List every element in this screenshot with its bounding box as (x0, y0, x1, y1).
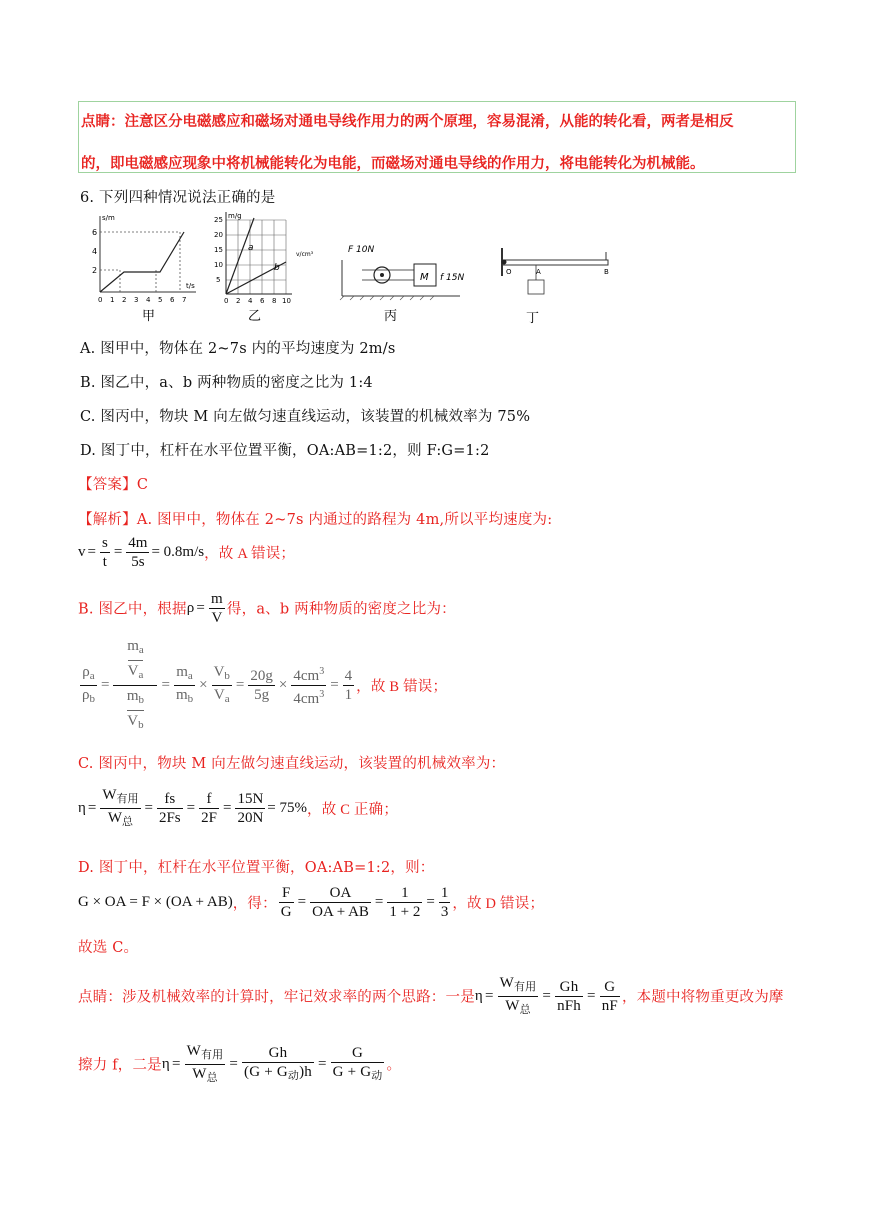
jia-curve (100, 232, 184, 292)
figure-jia (92, 214, 196, 324)
formula-a-verdict: ，故 A 错误； (204, 546, 296, 562)
yi-ytick: 10 (214, 261, 223, 269)
jia-xtick: 1 (110, 296, 115, 304)
tip-line-1: 点睛：注意区分电磁感应和磁场对通电导线作用力的两个原理，容易混淆，从能的转化看，两者是相反 (81, 114, 734, 130)
formula-d: G × OA = F × (OA + AB)，得： $\frac{F}{G}$ = $\frac{OA}{OA + AB}$ = $\frac{1}{1 + 2}$ = $\frac{1}{3}$ ，故 D 错误； (78, 885, 545, 920)
formula-d-verdict: ，故 D 错误； (452, 896, 545, 912)
analysis-a-line (78, 508, 552, 529)
tip-box-top (78, 101, 796, 173)
question-stem: 6. 下列四种情况说法正确的是 (80, 190, 276, 206)
yi-ylabel: m/g (228, 212, 242, 220)
yi-xtick: 10 (282, 297, 291, 305)
yi-xtick: 6 (260, 297, 265, 305)
jia-caption: 甲 (142, 309, 156, 324)
yi-label-b: b (274, 263, 280, 273)
option-c: C. 图丙中，物块 M 向左做匀速直线运动，该装置的机械效率为 75% (80, 409, 531, 425)
yi-xtick: 0 (224, 297, 229, 305)
formula-b-verdict: ，故 B 错误； (356, 679, 448, 695)
analysis-c-text: C. 图丙中，物块 M 向左做匀速直线运动，该装置的机械效率为： (78, 756, 506, 772)
jia-xtick: 7 (182, 296, 187, 304)
yi-ytick: 20 (214, 231, 223, 239)
bing-block-label: M (420, 272, 429, 283)
option-d: D. 图丁中，杠杆在水平位置平衡，OA:AB=1:2，则 F:G=1:2 (80, 443, 490, 459)
tip-bottom-line-1: 点睛：涉及机械效率的计算时，牢记效求率的两个思路：一是η = $\frac{W_{有用}}{W_总}$ = $\frac{Gh}{\text{nFh}}$ = $\frac{G}{nF}$ ，本题中将物重更改为摩 (78, 975, 784, 1016)
ding-lever (502, 260, 608, 265)
tip-bottom-line-2: 擦力 f，二是η = $\frac{W_{有用}}{W_总}$ = $\frac{Gh}{(G + G_动)h}$ = $\frac{G}{G + G_动}$ 。 (78, 1043, 402, 1084)
ding-label-o: O (506, 268, 512, 276)
yi-ytick: 25 (214, 216, 223, 224)
formula-a: v = $\frac{s}{t}$ = $\frac{4m}{5s}$ = 0.8m/s，故 A 错误； (78, 535, 296, 570)
jia-xtick: 3 (134, 296, 139, 304)
jia-ytick: 6 (92, 228, 98, 237)
jia-ylabel: s/m (102, 214, 115, 222)
yi-xtick: 4 (248, 297, 253, 305)
ding-label-b: B (604, 268, 609, 276)
analysis-label: 【解析】 (78, 512, 137, 528)
option-b: B. 图乙中，a、b 两种物质的密度之比为 1:4 (80, 375, 373, 391)
ding-caption: 丁 (526, 311, 540, 326)
jia-xtick: 6 (170, 296, 175, 304)
conclusion: 故选 C。 (78, 940, 139, 956)
analysis-b-line: B. 图乙中，根据ρ = $\frac{m}{V}$ 得，a、b 两种物质的密度之比为： (78, 591, 456, 626)
jia-xtick: 5 (158, 296, 163, 304)
yi-ytick: 5 (216, 276, 221, 284)
bing-caption: 丙 (384, 309, 398, 324)
answer-value: C (136, 477, 149, 493)
yi-xtick: 8 (272, 297, 277, 305)
question-figures (84, 210, 614, 335)
bing-force-f2: f 15N (440, 273, 465, 283)
tip-line-2: 的，即电磁感应现象中将机械能转化为电能，而磁场对通电导线的作用力，将电能转化为机械能。 (81, 156, 705, 172)
figure-bing (340, 245, 464, 324)
jia-ytick: 2 (92, 266, 98, 275)
analysis-d-text: D. 图丁中，杠杆在水平位置平衡，OA:AB=1:2，则： (78, 860, 435, 876)
formula-b: $\frac{\rho_a}{\rho_b}$ = $m_a$ $V_a$ $m_b$ $V_b$ = $\frac{m_a}{m_b}$ × $\frac{V_b}{V_a}$ = $\frac{20g}{5g}$ × $\frac{4cm^3}{4cm^3}$ = $\frac{4}{1}$ ，故 B 错误； (78, 636, 447, 735)
jia-xtick: 0 (98, 296, 103, 304)
jia-xtick: 2 (122, 296, 127, 304)
answer-line (78, 473, 148, 494)
formula-c-verdict: ，故 C 正确； (307, 802, 399, 818)
jia-ytick: 4 (92, 247, 98, 256)
ding-weight (528, 280, 544, 294)
figure-yi (214, 212, 314, 324)
analysis-a-text: A. 图甲中，物体在 2~7s 内通过的路程为 4m,所以平均速度为: (136, 512, 553, 528)
formula-c: η = $\frac{W_{有用}}{W_总}$ = $\frac{fs}{2Fs}$ = $\frac{f}{2F}$ = $\frac{15N}{20N}$ = 75%，故 C 正确； (78, 787, 399, 828)
yi-label-a: a (248, 243, 254, 253)
figure-ding (502, 248, 610, 326)
bing-force-f: F 10N (348, 245, 375, 255)
jia-xlabel: t/s (186, 282, 195, 290)
yi-caption: 乙 (248, 309, 262, 324)
ding-label-a: A (536, 268, 541, 276)
yi-xlabel: v/cm³ (296, 251, 314, 258)
yi-xtick: 2 (236, 297, 241, 305)
option-a: A. 图甲中，物体在 2~7s 内的平均速度为 2m/s (80, 341, 396, 357)
yi-ytick: 15 (214, 246, 223, 254)
jia-xtick: 4 (146, 296, 151, 304)
answer-label: 【答案】 (78, 477, 137, 493)
